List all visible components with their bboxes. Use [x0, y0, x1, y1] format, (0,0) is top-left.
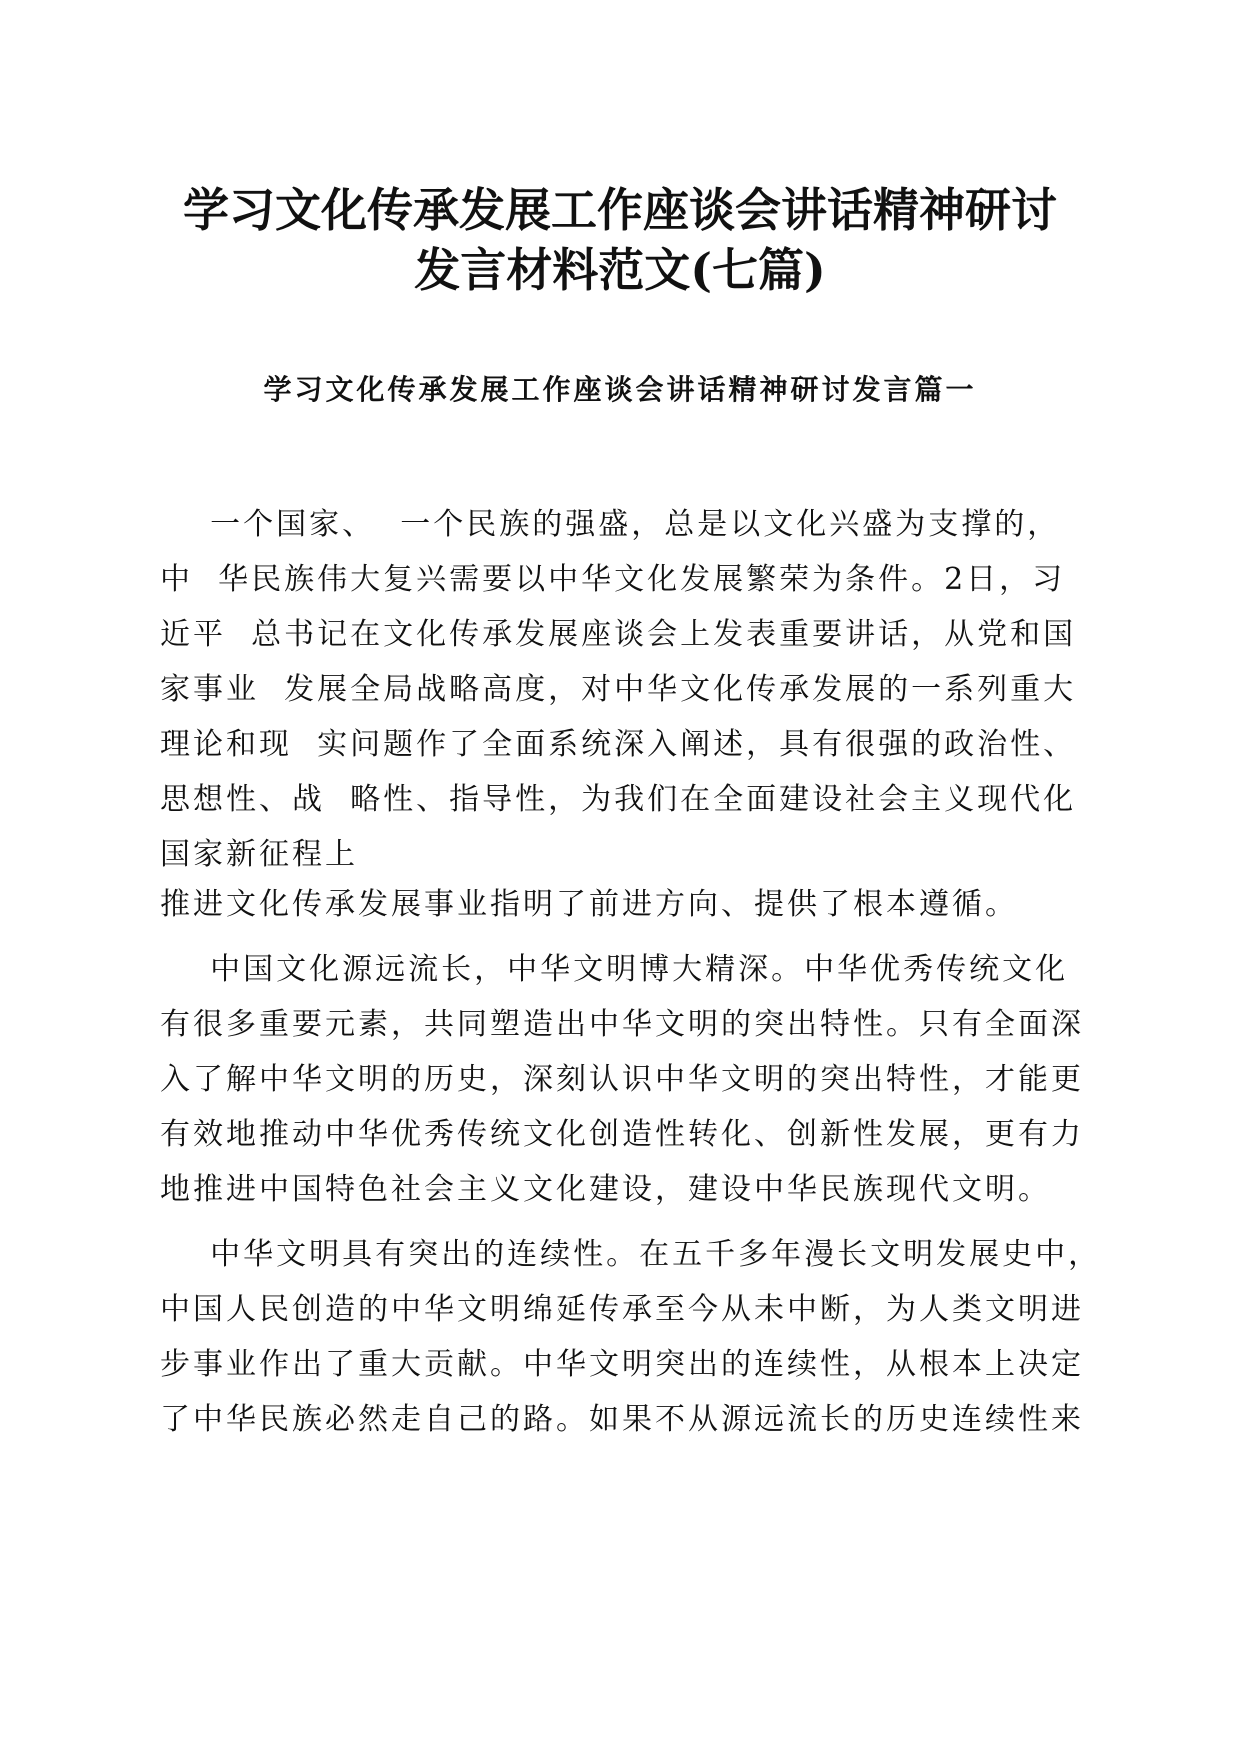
body-line: 有效地推动中华优秀传统文化创造性转化、创新性发展，更有力: [160, 1117, 1084, 1152]
body-line: 理论和现 实问题作了全面系统深入阐述，具有很强的政治性、: [160, 727, 1077, 762]
body-line: 中国文化源远流长，中华文明博大精深。中华优秀传统文化: [160, 952, 1069, 987]
body-line: 了中华民族必然走自己的路。如果不从源远流长的历史连续性来: [160, 1402, 1084, 1437]
document-title-line-1: 学习文化传承发展工作座谈会讲话精神研讨: [183, 183, 1057, 237]
body-line: 入了解中华文明的历史，深刻认识中华文明的突出特性，才能更: [160, 1062, 1084, 1097]
body-line: 中华文明具有突出的连续性。在五千多年漫长文明发展史中，: [160, 1237, 1102, 1272]
body-line: 步事业作出了重大贡献。中华文明突出的连续性，从根本上决定: [160, 1347, 1084, 1382]
body-line: 有很多重要元素，共同塑造出中华文明的突出特性。只有全面深: [160, 1007, 1084, 1042]
body-line: 国家新征程上: [160, 837, 358, 872]
body-line: 地推进中国特色社会主义文化建设，建设中华民族现代文明。: [160, 1172, 1051, 1207]
section-heading: 学习文化传承发展工作座谈会讲话精神研讨发言篇一: [263, 373, 977, 406]
body-line: 思想性、战 略性、指导性，为我们在全面建设社会主义现代化: [160, 782, 1077, 817]
body-line: 推进文化传承发展事业指明了前进方向、提供了根本遵循。: [160, 887, 1018, 922]
body-line: 中 华民族伟大复兴需要以中华文化发展繁荣为条件。2日，习: [160, 562, 1066, 597]
document-title-line-2: 发言材料范文(七篇): [414, 243, 826, 297]
body-line: 家事业 发展全局战略高度，对中华文化传承发展的一系列重大: [160, 672, 1077, 707]
body-line: 中国人民创造的中华文明绵延传承至今从未中断，为人类文明进: [160, 1292, 1084, 1327]
body-line: 一个国家、 一个民族的强盛，总是以文化兴盛为支撑的，: [160, 507, 1061, 542]
body-line: 近平 总书记在文化传承发展座谈会上发表重要讲话，从党和国: [160, 617, 1077, 652]
